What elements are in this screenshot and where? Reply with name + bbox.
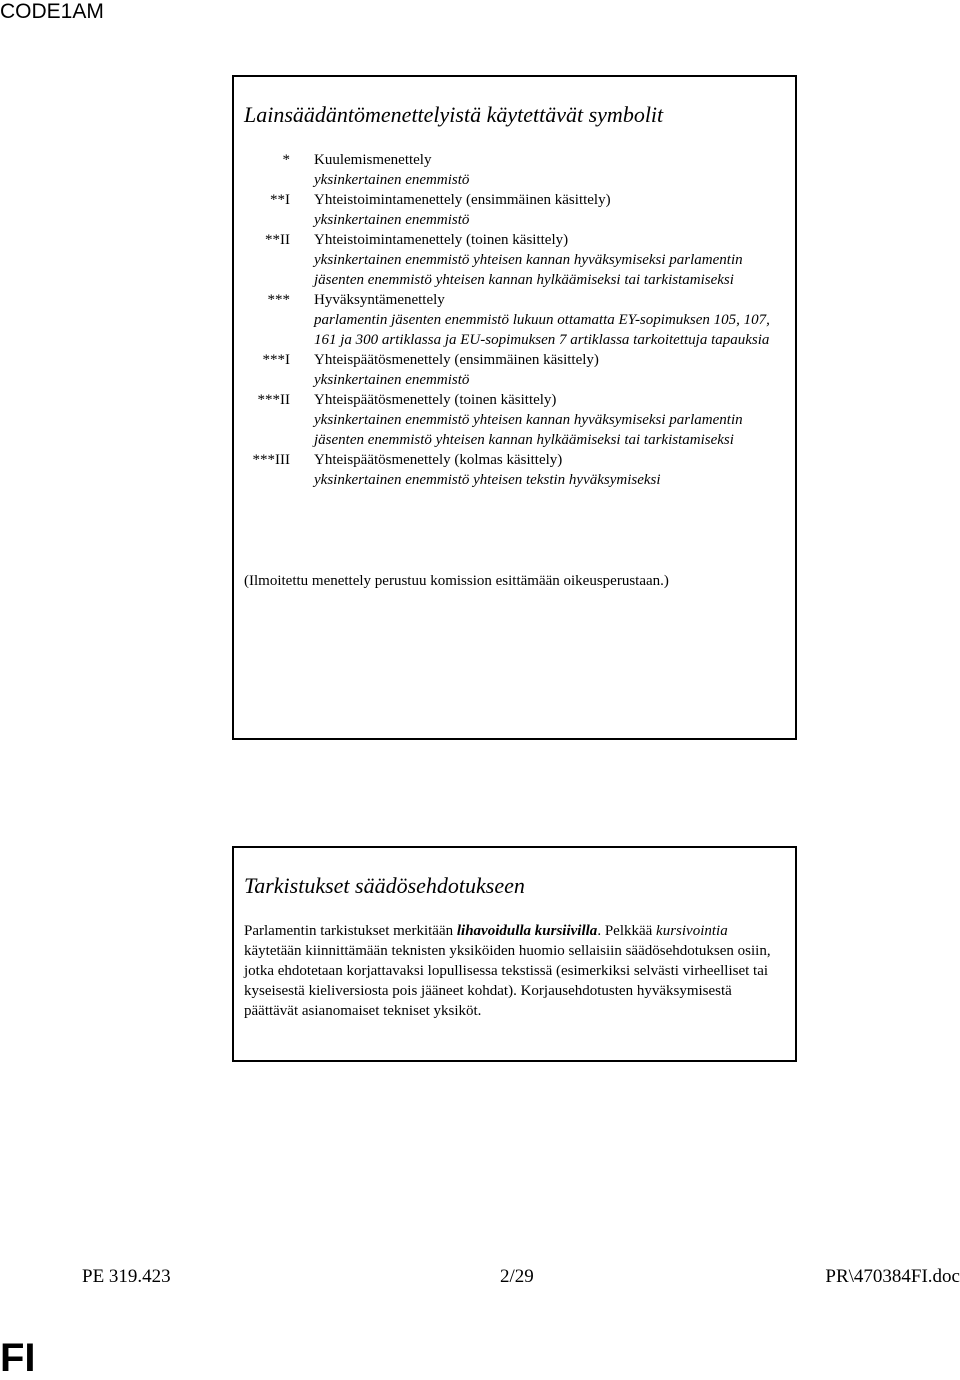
symbol-marker: ***II bbox=[257, 392, 290, 408]
procedure-label: Yhteispäätösmenettely (kolmas käsittely) bbox=[314, 452, 563, 468]
para-bold-italic-text: lihavoidulla kursiivilla bbox=[456, 923, 598, 939]
symbol-entry-codecision-third bbox=[234, 450, 795, 490]
symbol-marker: ***III bbox=[252, 452, 290, 468]
footer-page-number: 2/29 bbox=[500, 1266, 534, 1287]
majority-description: yksinkertainen enemmistö yhteisen tekstin hyväksymiseksi bbox=[314, 472, 661, 488]
majority-description: yksinkertainen enemmistö yhteisen kannan hyväksymiseksi parlamentin jäsenten enemmistö yhteisen kannan hylkäämiseksi tai tarkistamiseksi bbox=[314, 412, 743, 448]
symbol-entry-assent bbox=[234, 290, 795, 350]
document-code: CODE1AM bbox=[0, 0, 104, 23]
procedure-label: Yhteispäätösmenettely (toinen käsittely) bbox=[314, 392, 557, 408]
symbol-entry-codecision-first bbox=[234, 350, 795, 390]
majority-description: parlamentin jäsenten enemmistö lukuun ottamatta EY-sopimuksen 105, 107, 161 ja 300 artiklassa ja EU-sopimuksen 7 artiklassa tarkoitettuja tapauksia bbox=[314, 312, 770, 348]
language-code: FI bbox=[0, 1336, 36, 1380]
symbol-marker: * bbox=[282, 152, 290, 168]
majority-description: yksinkertainen enemmistö bbox=[314, 372, 470, 388]
symbol-entry-codecision-second bbox=[234, 390, 795, 450]
amendments-box bbox=[232, 846, 797, 1062]
majority-description: yksinkertainen enemmistö yhteisen kannan hyväksymiseksi parlamentin jäsenten enemmistö yhteisen kannan hylkäämiseksi tai tarkistamiseksi bbox=[314, 252, 743, 288]
procedure-label: Yhteistoimintamenettely (ensimmäinen käsittely) bbox=[314, 192, 611, 208]
symbol-entry-consultation bbox=[234, 150, 795, 190]
majority-description: yksinkertainen enemmistö bbox=[314, 172, 470, 188]
symbols-box-title: Lainsäädäntömenettelyistä käytettävät symbolit bbox=[244, 102, 664, 127]
symbol-marker: **I bbox=[270, 192, 290, 208]
amendments-paragraph bbox=[244, 921, 784, 1021]
procedure-label: Hyväksyntämenettely bbox=[314, 292, 445, 308]
amendments-box-title: Tarkistukset säädösehdotukseen bbox=[244, 873, 525, 898]
para-text-end: käytetään kiinnittämään teknisten yksiköiden huomio sellaisiin säädösehdotuksen osiin, jotka ehdotetaan korjattavaksi lopullisessa tekstissä (esimerkiksi selvästi virheelliset tai kyseisestä kieliversiosta pois jääneet kohdat). Korjausehdotusten hyväksymisestä päättävät asianomaiset tekniset yksiköt. bbox=[244, 943, 771, 1019]
symbols-list bbox=[234, 150, 795, 490]
symbol-entry-cooperation-first bbox=[234, 190, 795, 230]
majority-description: yksinkertainen enemmistö bbox=[314, 212, 470, 228]
symbol-entry-cooperation-second bbox=[234, 230, 795, 290]
symbol-marker: **II bbox=[265, 232, 290, 248]
procedure-label: Yhteispäätösmenettely (ensimmäinen käsittely) bbox=[314, 352, 599, 368]
procedure-label: Yhteistoimintamenettely (toinen käsittely) bbox=[314, 232, 569, 248]
symbol-marker: *** bbox=[267, 292, 290, 308]
para-italic-text: kursivointia bbox=[656, 923, 728, 939]
symbol-marker: ***I bbox=[262, 352, 290, 368]
para-text-mid: . Pelkkää bbox=[597, 923, 657, 939]
footer-filename: PR\470384FI.doc bbox=[825, 1266, 960, 1287]
legislative-symbols-box bbox=[232, 75, 797, 740]
legal-basis-note: (Ilmoitettu menettely perustuu komission esittämään oikeusperustaan.) bbox=[244, 573, 669, 589]
para-text-start: Parlamentin tarkistukset merkitään bbox=[244, 923, 457, 939]
footer-reference: PE 319.423 bbox=[82, 1266, 171, 1287]
procedure-label: Kuulemismenettely bbox=[314, 152, 432, 168]
